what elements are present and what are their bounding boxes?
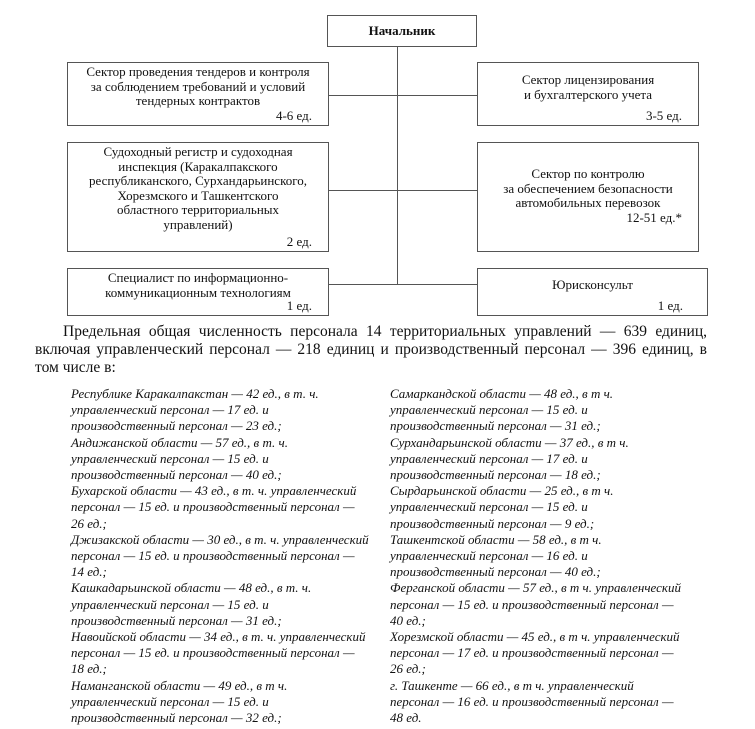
org-head-label: Начальник: [368, 23, 436, 38]
unit-title-line: тендерных контрактов: [135, 93, 261, 108]
unit-title: [68, 269, 328, 300]
entry-line: персонал — 15 ед. и производственный персонал —: [71, 645, 355, 661]
unit-title-line: автомобильных перевозок: [515, 195, 661, 210]
entry-line: 14 ед.;: [71, 564, 107, 580]
regions-left-column: [71, 386, 389, 726]
unit-title-line: коммуникационным технологиям: [105, 284, 291, 300]
entry-line: производственный персонал — 18 ед.;: [390, 467, 601, 483]
unit-title-line: Сектор проведения тендеров и контроля: [86, 64, 310, 79]
region-entry-navoi: [71, 629, 389, 678]
unit-title-line: и бухгалтерского учета: [523, 86, 653, 102]
org-head-box: [327, 15, 477, 47]
org-unit-road-safety: [477, 142, 699, 252]
connector-row-3: [328, 284, 477, 285]
entry-line: г. Ташкенте — 66 ед., в т ч. управленческий: [390, 677, 634, 693]
connector-row-1: [328, 95, 477, 96]
org-unit-tenders: [67, 62, 329, 126]
entry-line: производственный персонал — 32 ед.;: [71, 710, 282, 726]
entry-line: Сырдарьинской области — 25 ед., в т ч.: [390, 483, 614, 499]
unit-title-line: Сектор лицензирования: [521, 72, 655, 87]
entry-line: управленческий персонал — 15 ед. и: [390, 499, 588, 515]
entry-line: персонал — 15 ед. и производственный персонал —: [71, 499, 355, 515]
entry-line: производственный персонал — 23 ед.;: [71, 418, 282, 434]
region-entry-karakalpakstan: [71, 386, 389, 435]
unit-title-line: Юрисконсульт: [552, 277, 633, 292]
unit-title: [478, 63, 698, 102]
unit-title-line: за обеспечением безопасности: [503, 180, 673, 196]
entry-line: Навоийской области — 34 ед., в т. ч. управленческий: [71, 629, 366, 645]
region-entry-surkhandarya: [390, 435, 700, 484]
entry-line: 48 ед.: [390, 710, 422, 726]
entry-line: Бухарской области — 43 ед., в т. ч. управленческий: [71, 483, 357, 499]
unit-headcount: 1 ед.: [286, 297, 312, 313]
org-unit-legal-counsel: [477, 268, 708, 316]
entry-line: Ферганской области — 57 ед., в т ч. управленческий: [390, 580, 681, 596]
entry-line: Кашкадарьинской области — 48 ед., в т. ч.: [71, 580, 312, 596]
entry-line: Республике Каракалпакстан — 42 ед., в т. ч.: [71, 386, 319, 401]
entry-line: персонал — 16 ед. и производственный персонал —: [390, 693, 674, 709]
unit-title-line: Хорезмского и Ташкентского: [117, 187, 279, 203]
entry-line: Хорезмской области — 45 ед., в т ч. управленческий: [390, 629, 680, 645]
entry-line: производственный персонал — 40 ед.;: [71, 467, 282, 483]
entry-line: Ташкентской области — 58 ед., в т ч.: [390, 531, 602, 547]
regions-right-column: [390, 386, 700, 726]
entry-line: персонал — 15 ед. и производственный персонал —: [390, 596, 674, 612]
unit-title-line: Сектор по контролю: [531, 166, 645, 181]
unit-headcount: 4-6 ед.: [275, 107, 312, 123]
entry-line: Джизакской области — 30 ед., в т. ч. управленческий: [71, 531, 369, 547]
entry-line: управленческий персонал — 17 ед. и: [390, 450, 588, 466]
entry-line: управленческий персонал — 15 ед. и: [71, 596, 269, 612]
connector-row-2: [328, 190, 477, 191]
org-unit-licensing: [477, 62, 699, 126]
entry-line: 26 ед.;: [71, 515, 107, 531]
region-entry-namangan: [71, 678, 389, 727]
entry-line: управленческий персонал — 15 ед. и: [71, 450, 269, 466]
region-entry-bukhara: [71, 483, 389, 532]
entry-line: персонал — 15 ед. и производственный персонал —: [71, 548, 355, 564]
unit-title-line: Специалист по информационно-: [107, 270, 289, 285]
region-entry-kashkadarya: [71, 580, 389, 629]
region-entry-tashkent-city: [390, 678, 700, 727]
unit-title-line: Судоходный регистр и судоходная: [103, 144, 293, 159]
org-unit-ict-specialist: [67, 268, 329, 316]
entry-line: Андижанской области — 57 ед., в т. ч.: [71, 434, 288, 450]
region-entry-fergana: [390, 580, 700, 629]
entry-line: персонал — 17 ед. и производственный персонал —: [390, 645, 674, 661]
unit-headcount: 2 ед.: [286, 233, 312, 249]
unit-title: [68, 143, 328, 232]
unit-title-line: областного территориальных: [116, 202, 280, 217]
region-entry-jizzakh: [71, 532, 389, 581]
unit-headcount: 1 ед.: [657, 297, 683, 313]
entry-line: 40 ед.;: [390, 612, 426, 628]
region-entry-andijan: [71, 435, 389, 484]
staffing-summary: [35, 323, 707, 377]
unit-headcount: 12-51 ед.*: [626, 210, 682, 225]
entry-line: 18 ед.;: [71, 661, 107, 677]
entry-line: Наманганской области — 49 ед., в т ч.: [71, 677, 288, 693]
entry-line: управленческий персонал — 15 ед. и: [71, 693, 269, 709]
entry-line: управленческий персонал — 16 ед. и: [390, 548, 588, 564]
region-entry-khorezm: [390, 629, 700, 678]
org-unit-shipping-register: [67, 142, 329, 252]
entry-line: производственный персонал — 31 ед.;: [71, 612, 282, 628]
entry-line: Сурхандарьинской области — 37 ед., в т ч.: [390, 434, 629, 450]
entry-line: производственный персонал — 40 ед.;: [390, 564, 601, 580]
unit-title: [478, 143, 698, 211]
unit-title-line: управлений): [163, 216, 233, 232]
unit-title-line: республиканского, Сурхандарьинского,: [89, 173, 307, 188]
entry-line: производственный персонал — 9 ед.;: [390, 515, 595, 531]
unit-title-line: за соблюдением требований и условий: [90, 78, 306, 94]
entry-line: 26 ед.;: [390, 661, 426, 677]
region-entry-tashkent-region: [390, 532, 700, 581]
region-entry-samarkand: [390, 386, 700, 435]
entry-line: Самаркандской области — 48 ед., в т ч.: [390, 386, 614, 401]
entry-line: управленческий персонал — 17 ед. и: [71, 402, 269, 418]
connector-vertical: [397, 46, 398, 285]
unit-title-line: инспекция (Каракалпакского: [118, 158, 278, 174]
entry-line: производственный персонал — 31 ед.;: [390, 418, 601, 434]
staffing-summary-text: Предельная общая численность персонала 14 территориальных управлений — 639 единиц, включая управленческий персонал — 218 единиц и производственный персонал — 396 единиц, в том числе в:: [35, 323, 707, 376]
unit-title: [68, 63, 328, 109]
unit-headcount: 3-5 ед.: [645, 107, 682, 123]
unit-title: [478, 269, 707, 293]
entry-line: управленческий персонал — 15 ед. и: [390, 402, 588, 418]
region-entry-syrdarya: [390, 483, 700, 532]
